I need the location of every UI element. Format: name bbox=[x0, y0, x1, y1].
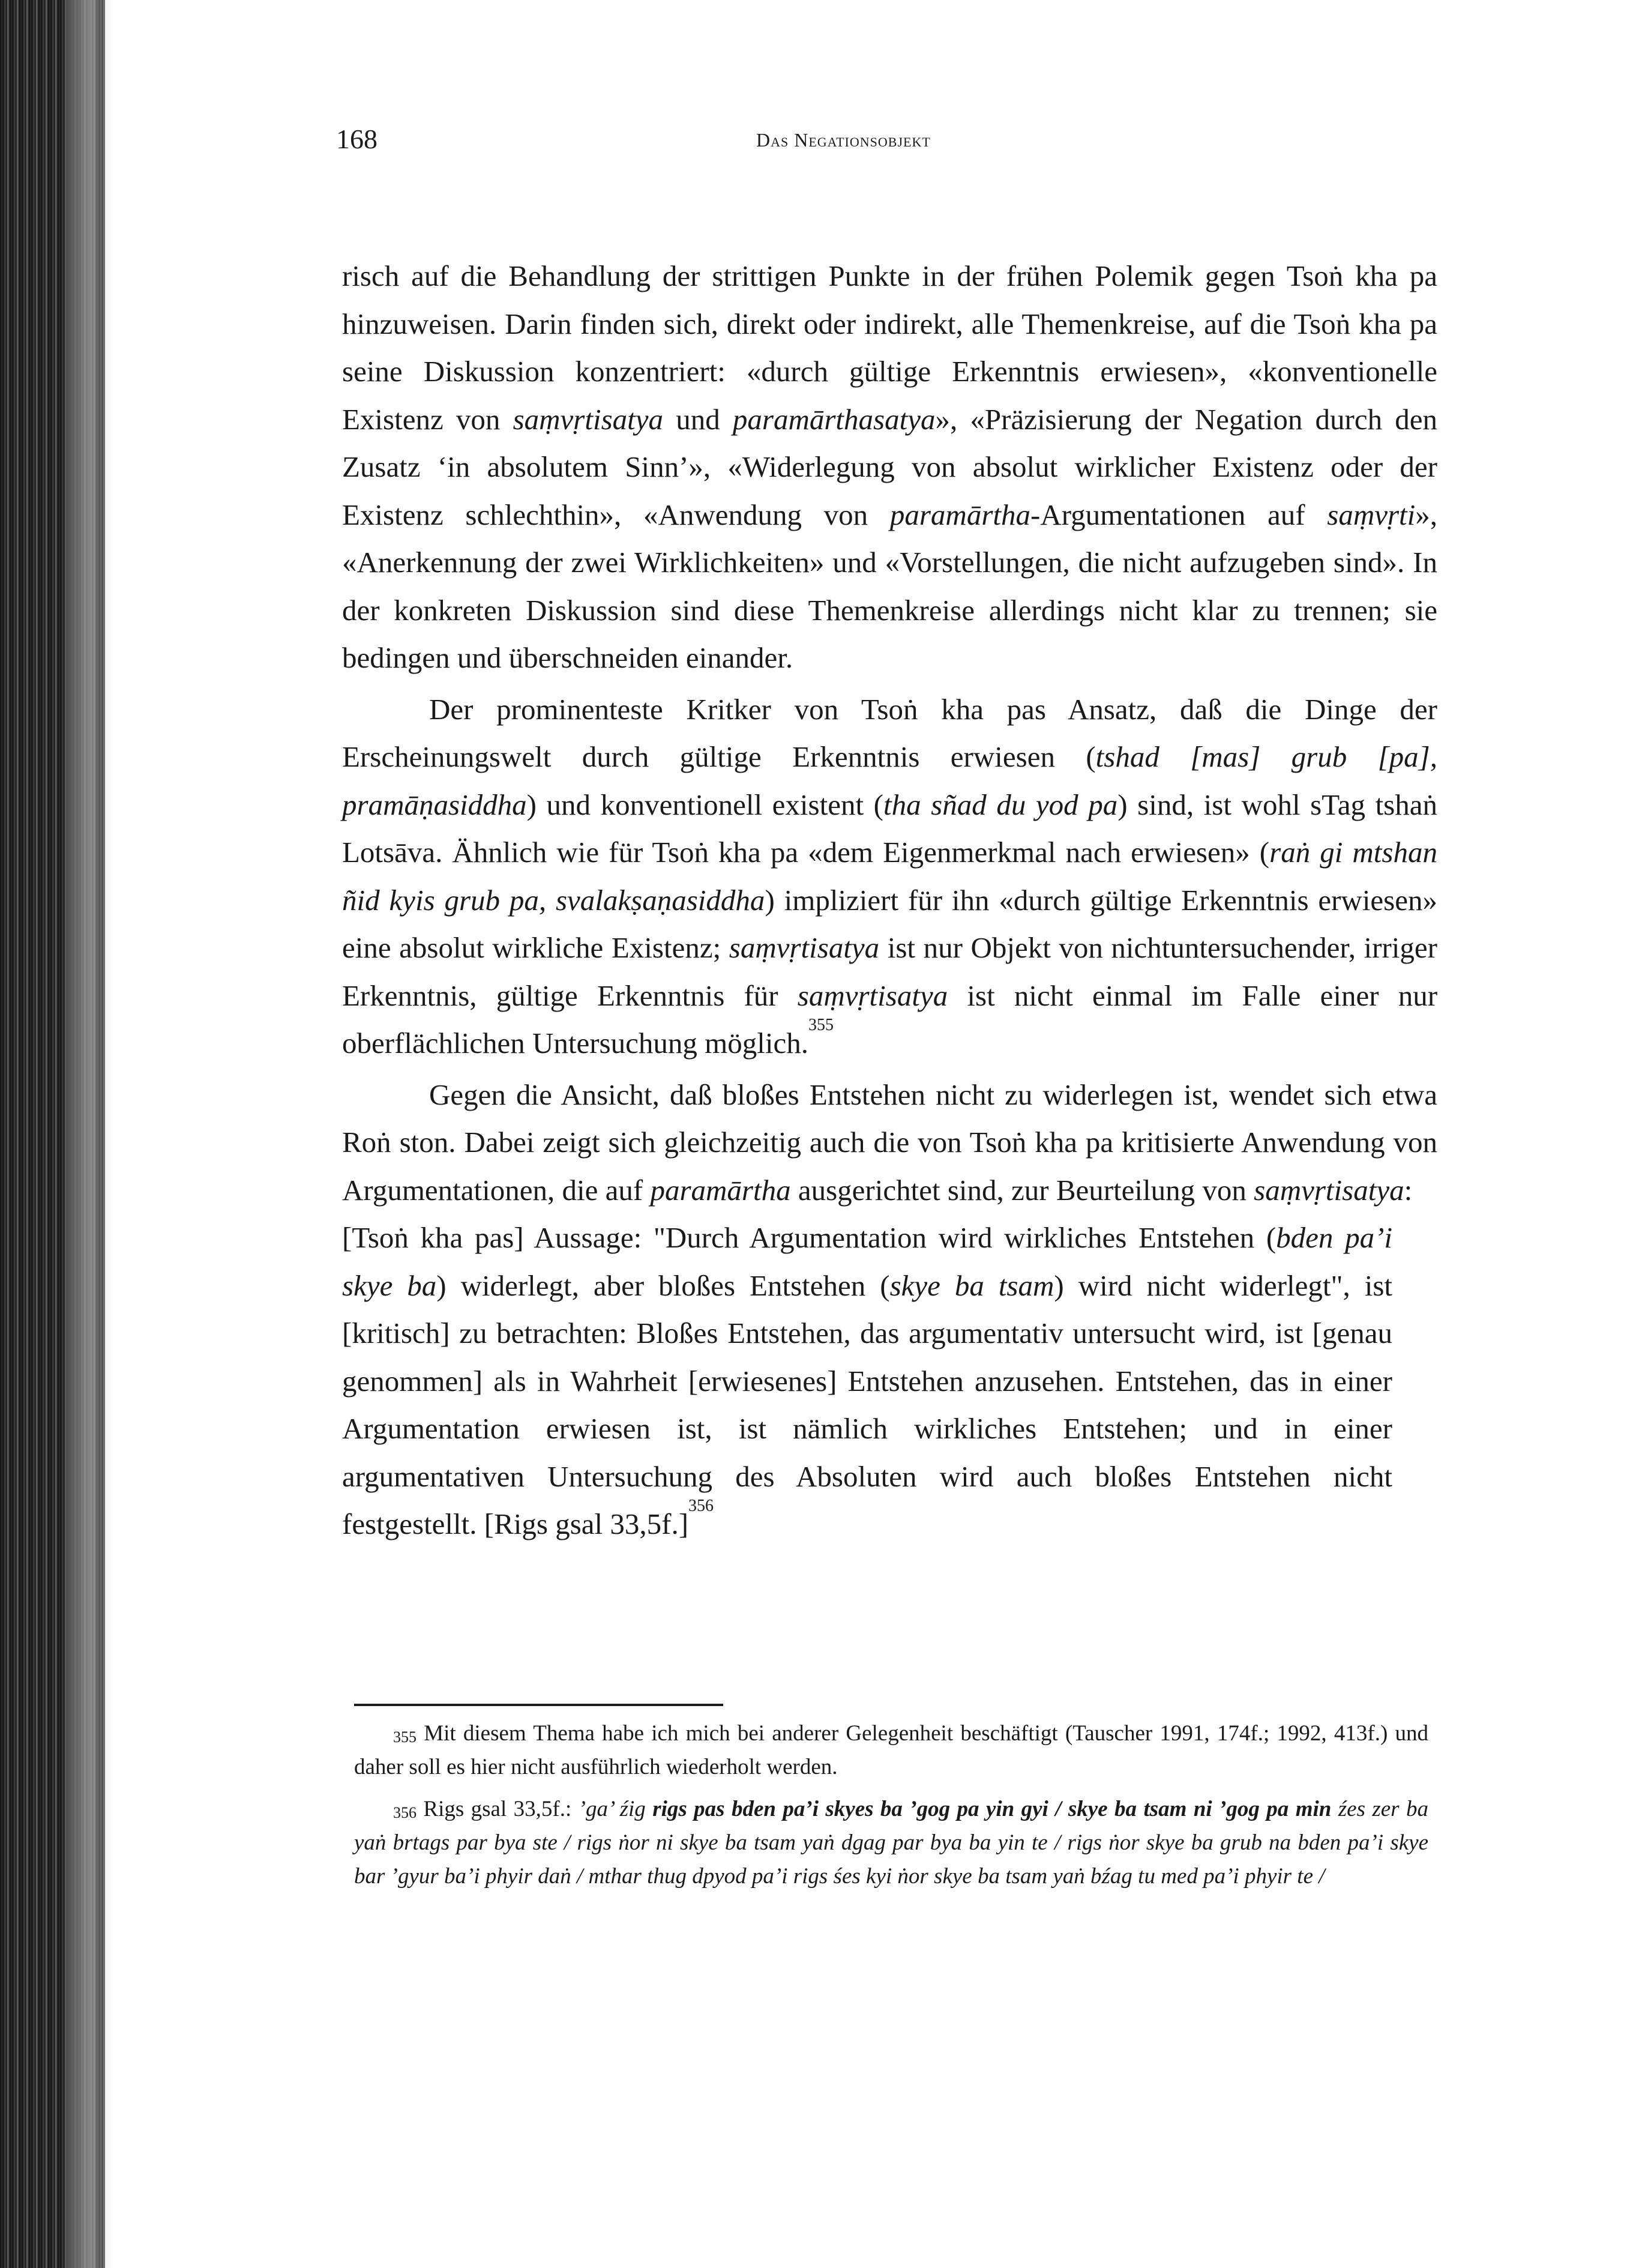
bold-italic-term: rigs pas bden pa’i skyes ba ’gog pa yin gyi / skye ba tsam ni ’gog pa min bbox=[645, 1797, 1332, 1821]
text-run: ) impliziert für ihn «durch gültige Erkenntnis erwiesen» eine absolut wirkliche Existenz; bbox=[342, 883, 1437, 964]
footnote-text: Rigs gsal 33,5f.: bbox=[417, 1797, 579, 1821]
text-run: ) und konventionell existent ( bbox=[526, 788, 883, 821]
text-run: [Tsoṅ kha pas] Aussage: "Durch Argumentation wird wirkliches Entstehen ( bbox=[342, 1221, 1277, 1254]
italic-term: skye ba tsam bbox=[889, 1268, 1054, 1302]
footnote-ref-355[interactable]: 355 bbox=[808, 1016, 834, 1034]
text-run: Der prominenteste Kritker von Tsoṅ kha pas Ansatz, daß die Dinge der Erscheinungswelt durch gültige Erkenntnis erwiesen ( bbox=[342, 692, 1437, 773]
text-run: : bbox=[1404, 1173, 1413, 1207]
italic-term: saṃvṛti bbox=[1327, 498, 1416, 531]
paragraph-3 bbox=[342, 1071, 1437, 1214]
footnote-mark: 356 bbox=[393, 1804, 417, 1821]
footnote-356 bbox=[354, 1793, 1428, 1893]
italic-term: paramārthasatya bbox=[732, 402, 936, 436]
italic-term: saṃvṛtisatya bbox=[797, 979, 948, 1012]
footnote-mark: 355 bbox=[393, 1728, 417, 1746]
running-title: Das Negationsobjekt bbox=[756, 129, 931, 151]
text-run: », «Anerkennung der zwei Wirklichkeiten» und «Vorstellungen, die nicht aufzugeben sind». In der konkreten Diskussion sind diese Themenkreise allerdings nicht klar zu trennen; sie bedingen und überschneiden einander. bbox=[342, 498, 1438, 674]
text-run: -Argumentationen auf bbox=[1030, 498, 1328, 531]
text-run: ausgerichtet sind, zur Beurteilung von bbox=[790, 1173, 1254, 1207]
text-run: risch auf die Behandlung der strittigen Punkte in der frühen Polemik gegen Tsoṅ kha pa hinzuweisen. Darin finden sich, direkt oder indirekt, alle Themenkreise, auf die Tsoṅ kha pa seine Diskussion konzentriert: «durch gültige Erkenntnis erwiesen», «konventionelle Existenz von bbox=[342, 259, 1437, 436]
italic-term: raṅ gi mtshan ñid kyis grub pa, svalakṣaṇasiddha bbox=[342, 836, 1437, 917]
main-text bbox=[342, 252, 1437, 1548]
text-run: und bbox=[663, 402, 733, 436]
italic-term: saṃvṛtisatya bbox=[1254, 1173, 1404, 1207]
italic-term: paramārtha bbox=[650, 1173, 791, 1207]
book-page bbox=[336, 0, 1446, 2268]
page-header bbox=[336, 123, 1446, 165]
text-run: ist nicht einmal im Falle einer nur oberflächlichen Untersuchung möglich. bbox=[342, 979, 1438, 1060]
footnote-ref-356[interactable]: 356 bbox=[688, 1497, 714, 1515]
block-quote bbox=[342, 1214, 1392, 1548]
text-run: ) wird nicht widerlegt", ist [kritisch] zu betrachten: Bloßes Entstehen, das argumentativ untersucht wird, ist [genau genommen] als in Wahrheit [erwiesenes] Entstehen anzusehen. Entstehen, das in einer Argumentation erwiesen ist, ist nämlich wirkliches Entstehen; und in einer argumentativen Untersuchung des Absoluten wird auch bloßes Entstehen nicht festgestellt. [Rigs gsal 33,5f.] bbox=[342, 1268, 1392, 1540]
text-run: ist nur Objekt von nichtuntersuchender, irriger Erkenntnis, gültige Erkenntnis für bbox=[342, 931, 1437, 1012]
italic-term: tha sñad du yod pa bbox=[883, 788, 1118, 821]
text-run: ) widerlegt, aber bloßes Entstehen ( bbox=[436, 1268, 890, 1302]
text-run: ) sind, ist wohl sTag tshaṅ Lotsāva. Ähnlich wie für Tsoṅ kha pa «dem Eigenmerkmal nach erwiesen» ( bbox=[342, 788, 1437, 869]
page-number: 168 bbox=[336, 124, 377, 154]
italic-term: saṃvṛtisatya bbox=[513, 402, 664, 436]
paragraph-2 bbox=[342, 686, 1437, 1067]
footnote-separator bbox=[354, 1704, 723, 1706]
italic-term: tshad [mas] grub [pa], pramāṇasiddha bbox=[342, 740, 1437, 821]
footnote-text: Mit diesem Thema habe ich mich bei anderer Gelegenheit beschäftigt (Tauscher 1991, 174f.; 1992, 413f.) und daher soll es hier nicht ausführlich wiederholt werden. bbox=[354, 1721, 1428, 1779]
footnote-355 bbox=[354, 1717, 1428, 1784]
italic-term: ’ga’ źig bbox=[578, 1797, 646, 1821]
italic-term: źes zer ba yaṅ brtags par bya ste / rigs ṅor ni skye ba tsam yaṅ dgag par bya ba yin te / rigs ṅor skye ba grub na bden pa’i skye bar ’gyur ba’i phyir daṅ / mthar thug dpyod pa’i rigs śes kyi ṅor skye ba tsam yaṅ bźag tu med pa’i phyir te / bbox=[354, 1797, 1428, 1889]
text-run: », «Präzisierung der Negation durch den Zusatz ‘in absolutem Sinn’», «Widerlegung von absolut wirklicher Existenz oder der Existenz schlechthin», «Anwendung von bbox=[342, 402, 1437, 531]
paragraph-1 bbox=[342, 252, 1437, 682]
footnotes bbox=[354, 1717, 1428, 1902]
italic-term: saṃvṛtisatya bbox=[729, 931, 880, 964]
book-spine-shadow bbox=[66, 0, 114, 2268]
italic-term: bden pa’i skye ba bbox=[342, 1221, 1392, 1302]
italic-term: paramārtha bbox=[889, 498, 1030, 531]
text-run: Gegen die Ansicht, daß bloßes Entstehen nicht zu widerlegen ist, wendet sich etwa Roṅ ston. Dabei zeigt sich gleichzeitig auch die von Tsoṅ kha pa kritisierte Anwendung von Argumentationen, die auf bbox=[342, 1078, 1437, 1207]
